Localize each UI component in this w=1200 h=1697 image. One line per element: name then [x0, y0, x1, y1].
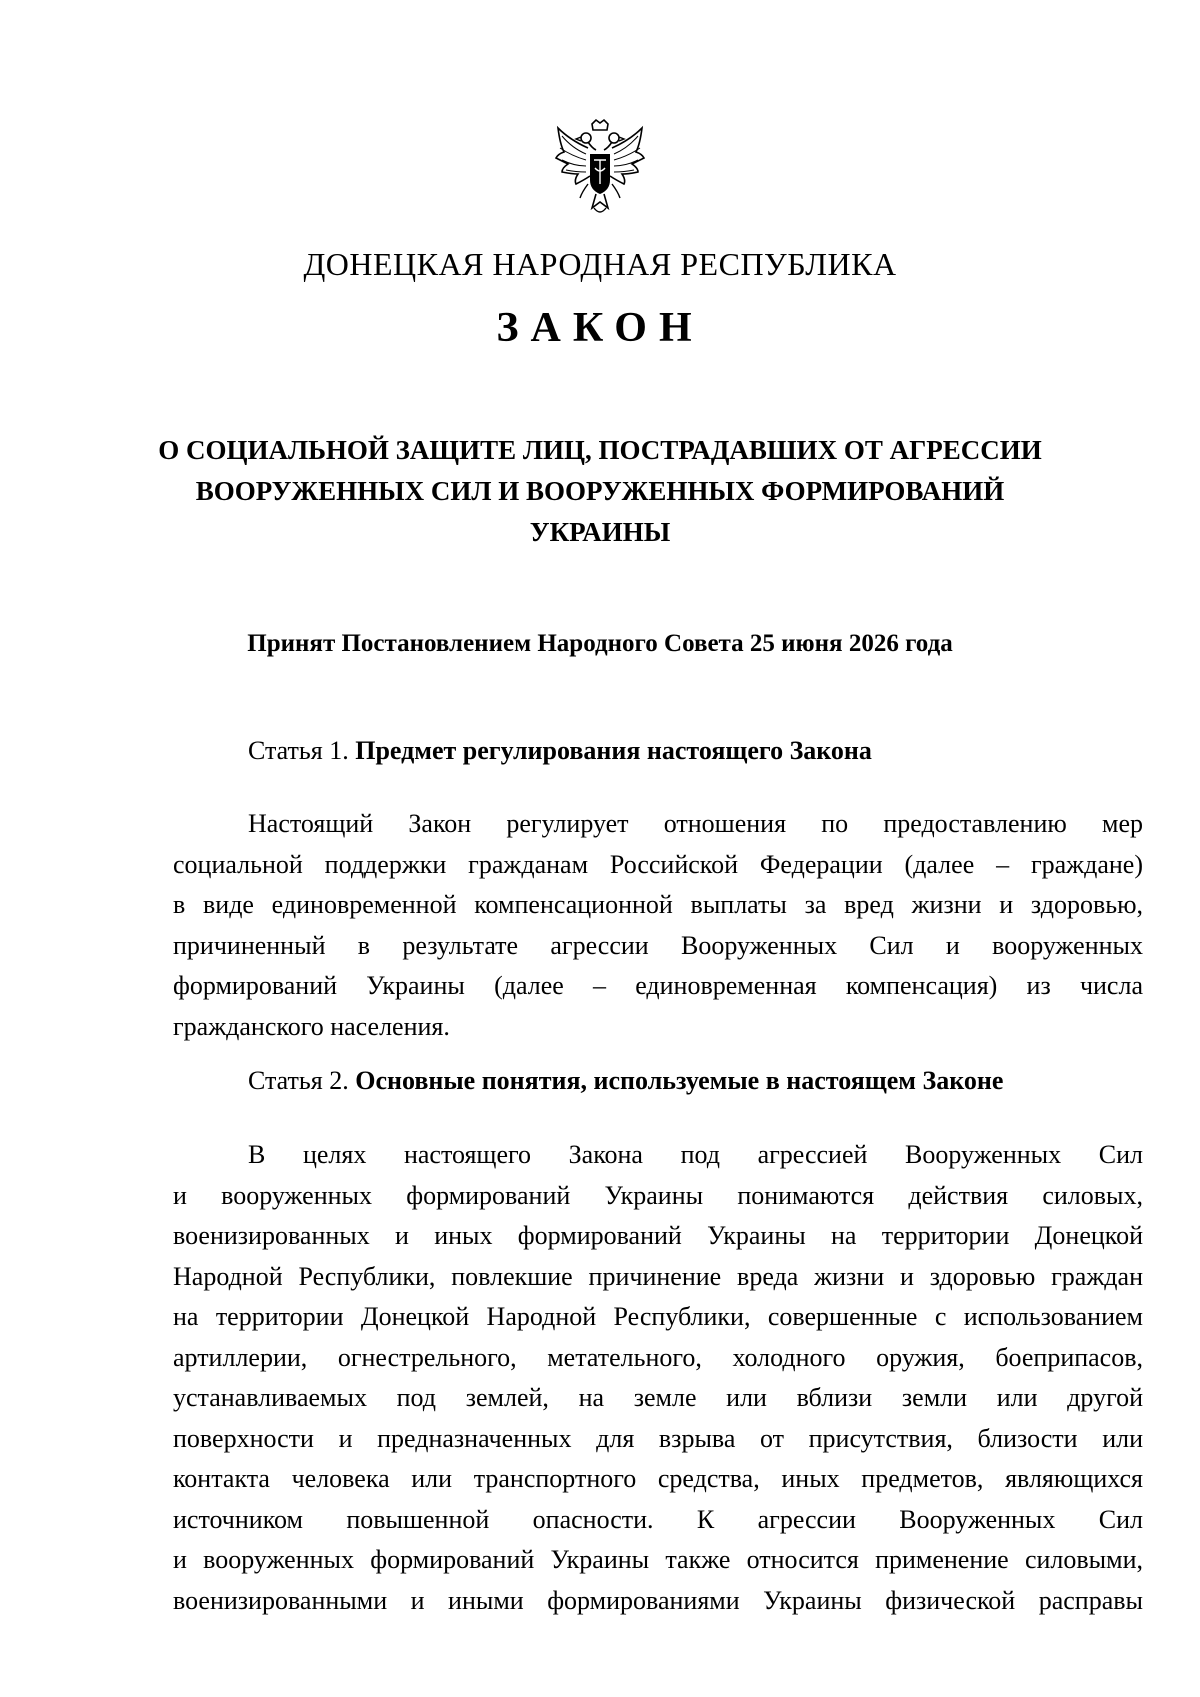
- coat-of-arms-icon: [552, 118, 648, 220]
- text-line: и вооруженных формирований Украины также относится применение силовыми,: [173, 1545, 1143, 1574]
- text-line: в виде единовременной компенсационной выплаты за вред жизни и здоровью,: [173, 890, 1143, 919]
- article-1-text: [173, 804, 1143, 1047]
- law-title-line: ВООРУЖЕННЫХ СИЛ И ВООРУЖЕННЫХ ФОРМИРОВАНИЙ: [195, 476, 1005, 506]
- text-line: контакта человека или транспортного средства, иных предметов, являющихся: [173, 1464, 1143, 1493]
- text-line: Настоящий Закон регулирует отношения по предоставлению мер: [248, 809, 1143, 838]
- article-title: Основные понятия, используемые в настоящем Законе: [355, 1066, 1004, 1095]
- adoption-note: Принят Постановлением Народного Совета 25 июня 2026 года: [247, 630, 953, 657]
- text-line: военизированных и иных формирований Украины на территории Донецкой: [173, 1221, 1143, 1250]
- text-line: причиненный в результате агрессии Вооруженных Сил и вооруженных: [173, 930, 1143, 960]
- text-line: социальной поддержки гражданам Российской Федерации (далее – граждане): [173, 849, 1143, 879]
- article-title: Предмет регулирования настоящего Закона: [355, 736, 872, 765]
- article-2-heading: [248, 1063, 1003, 1099]
- article-number: Статья 2.: [248, 1066, 349, 1095]
- law-title-line: УКРАИНЫ: [529, 517, 671, 547]
- document-type: ЗАКОН: [496, 305, 704, 351]
- text-line: военизированными и иными формированиями Украины физической расправы: [173, 1585, 1143, 1615]
- text-line: гражданского населения.: [173, 1011, 450, 1041]
- law-title: [150, 430, 1050, 553]
- article-2-text: [173, 1135, 1143, 1621]
- republic-name: ДОНЕЦКАЯ НАРОДНАЯ РЕСПУБЛИКА: [303, 246, 897, 282]
- text-line: артиллерии, огнестрельного, метательного, холодного оружия, боеприпасов,: [173, 1342, 1143, 1372]
- law-title-line: О СОЦИАЛЬНОЙ ЗАЩИТЕ ЛИЦ, ПОСТРАДАВШИХ ОТ АГРЕССИИ: [158, 435, 1042, 465]
- article-1-heading: [248, 733, 872, 769]
- text-line: источником повышенной опасности. К агрессии Вооруженных Сил: [173, 1504, 1143, 1534]
- text-line: и вооруженных формирований Украины понимаются действия силовых,: [173, 1180, 1143, 1210]
- text-line: формирований Украины (далее – единовременная компенсация) из числа: [173, 971, 1143, 1000]
- text-line: на территории Донецкой Народной Республики, совершенные с использованием: [173, 1302, 1143, 1331]
- article-number: Статья 1.: [248, 736, 349, 765]
- text-line: устанавливаемых под землей, на земле или вблизи земли или другой: [173, 1383, 1143, 1412]
- text-line: Народной Республики, повлекшие причинение вреда жизни и здоровью граждан: [173, 1261, 1143, 1291]
- text-line: поверхности и предназначенных для взрыва от присутствия, близости или: [173, 1423, 1143, 1453]
- text-line: В целях настоящего Закона под агрессией Вооруженных Сил: [248, 1140, 1143, 1169]
